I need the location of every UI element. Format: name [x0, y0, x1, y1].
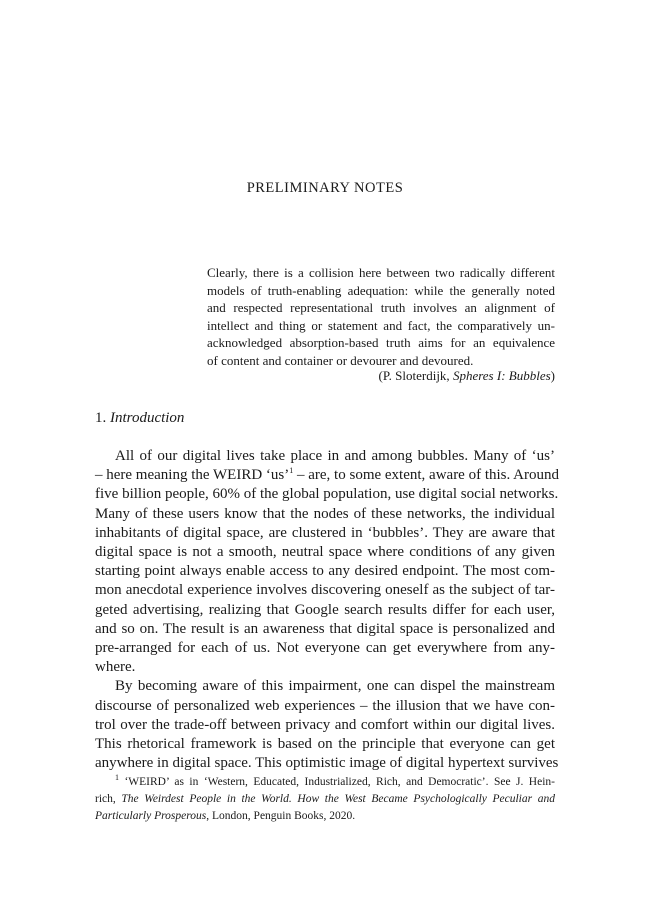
body-line: digital space is not a smooth, neutral space where conditions of any given: [95, 544, 555, 561]
footnote-text: ‘WEIRD’ as in ‘Western, Educated, Industrialized, Rich, and Democratic’. See J. Hein-: [119, 776, 555, 788]
chapter-title: PRELIMINARY NOTES: [246, 180, 404, 196]
body-line: By becoming aware of this impairment, one can dispel the mainstream: [115, 678, 555, 695]
body-line: inhabitants of digital space, are clustered in ‘bubbles’. They are aware that: [95, 524, 555, 541]
body-line: discourse of personalized web experiences – the illusion that we have con-: [95, 697, 555, 714]
body-line: five billion people, 60% of the global population, use digital social networks.: [95, 486, 559, 503]
footnote-marker: 1: [289, 466, 294, 476]
footnote: [95, 774, 555, 825]
body-line: where.: [95, 659, 136, 676]
body-line: pre-arranged for each of us. Not everyone can get everywhere from any-: [95, 640, 555, 657]
body-line: This rhetorical framework is based on the principle that everyone can get: [95, 736, 555, 753]
epigraph-line: of content and container or devourer and devoured.: [207, 352, 474, 368]
footnote-text: rich,: [95, 793, 122, 805]
body-line: and so on. The result is an awareness that digital space is personalized and: [95, 620, 555, 637]
epigraph-attribution: [379, 368, 555, 384]
body-line: mon anecdotal experience involves discovering oneself as the subject of tar-: [95, 582, 555, 599]
body-line: trol over the trade-off between privacy and comfort within our digital lives.: [95, 716, 555, 733]
attribution-suffix: ): [550, 368, 555, 383]
attribution-prefix: (P. Sloterdijk,: [378, 368, 453, 383]
section-title: Introduction: [110, 410, 185, 426]
body-line: starting point always enable access to any desired endpoint. The most com-: [95, 563, 555, 580]
epigraph-line: models of truth-enabling adequation: while the generally noted: [207, 282, 555, 298]
body-line: geted advertising, realizing that Google search results differ for each user,: [95, 601, 555, 618]
footnote-line: [95, 808, 555, 825]
body-text: [95, 447, 560, 773]
body-line-part: – here meaning the WEIRD ‘us’: [95, 467, 290, 484]
epigraph-line: intellect and thing or statement and fact, the comparatively un-: [207, 317, 555, 333]
epigraph-line: and respected representational truth involves an alignment of: [207, 300, 555, 316]
epigraph-line: acknowledged absorption-based truth aims for an equivalence: [207, 335, 555, 351]
footnote-book-title: The Weirdest People in the World. How the West Became Psychologically Peculiar and: [121, 793, 555, 805]
body-line: anywhere in digital space. This optimistic image of digital hypertext survives: [95, 755, 559, 772]
footnote-number: 1: [115, 773, 119, 783]
body-line-part: – are, to some extent, aware of this. Around: [293, 467, 560, 484]
body-line: [95, 466, 560, 485]
footnote-line: [95, 791, 555, 808]
attribution-title: Spheres I: Bubbles: [452, 368, 551, 383]
body-line: Many of these users know that the nodes of these networks, the individual: [95, 505, 555, 522]
epigraph-line: Clearly, there is a collision here between two radically different: [207, 265, 555, 280]
section-heading: [95, 410, 184, 427]
footnote-text: , London, Penguin Books, 2020.: [206, 810, 356, 822]
epigraph: [207, 264, 555, 370]
section-number: 1.: [95, 410, 107, 426]
footnote-line: [95, 774, 555, 791]
body-line: All of our digital lives take place in and among bubbles. Many of ‘us’: [115, 448, 555, 464]
footnote-book-title: Particularly Prosperous: [95, 810, 207, 822]
